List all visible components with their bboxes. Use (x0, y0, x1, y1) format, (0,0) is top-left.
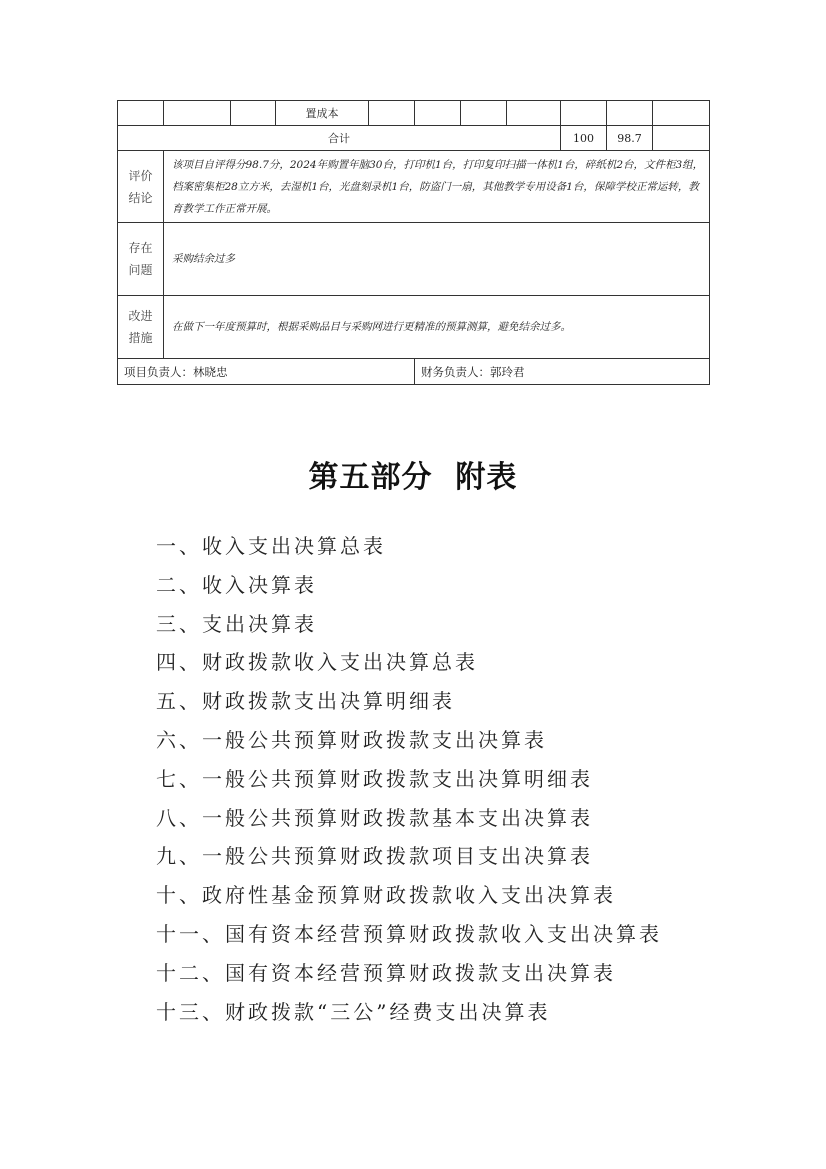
appendix-item: 九、一般公共预算财政拨款项目支出决算表 (156, 844, 593, 869)
total-label: 合计 (118, 126, 561, 151)
table-row-problems (118, 223, 710, 296)
appendix-item: 二、收入决算表 (156, 572, 317, 597)
evaluation-label-line1: 评价 (128, 168, 153, 183)
problems-label (118, 223, 164, 296)
appendix-item: 八、一般公共预算财政拨款基本支出决算表 (156, 805, 593, 830)
table-cell (369, 101, 415, 126)
table-cell (653, 101, 710, 126)
appendix-item: 六、一般公共预算财政拨款支出决算表 (156, 727, 547, 752)
appendix-item: 四、财政拨款收入支出决算总表 (156, 650, 478, 675)
problems-text: 采购结余过多 (164, 223, 710, 296)
table-row-total (118, 126, 710, 151)
improvements-label-line1: 改进 (128, 309, 153, 323)
table-cell (231, 101, 276, 126)
appendix-item: 三、支出决算表 (156, 611, 317, 636)
project-lead: 项目负责人：林晓忠 (118, 359, 415, 385)
table-row-signatures (118, 359, 710, 385)
total-score: 98.7 (607, 126, 653, 151)
improvements-text: 在做下一年度预算时，根据采购品目与采购网进行更精准的预算测算，避免结余过多。 (164, 296, 710, 359)
improvements-label-line2: 措施 (128, 331, 153, 345)
improvements-label (118, 296, 164, 359)
total-weight: 100 (561, 126, 607, 151)
table-cell (507, 101, 561, 126)
appendix-item: 十二、国有资本经营预算财政拨款支出决算表 (156, 960, 616, 985)
evaluation-label (118, 151, 164, 223)
table-cell (561, 101, 607, 126)
problems-label-line1: 存在 (128, 241, 153, 255)
appendix-item: 一、收入支出决算总表 (156, 534, 386, 558)
table-row-evaluation (118, 151, 710, 223)
appendix-item: 十三、财政拨款“三公”经费支出决算表 (156, 999, 551, 1024)
table-cell (607, 101, 653, 126)
appendix-list (156, 531, 662, 1035)
table-cell (118, 101, 164, 126)
evaluation-text: 该项目自评得分98.7分，2024年购置年脑30台，打印机1台，打印复印扫描一体机1台，碎纸机2台，文件柜3组，档案密集柜28立方米，去湿机1台，光盘刻录机1台，防盗门一扇，其他教学专用设备1台，保障学校正常运转，教育教学工作正常开展。 (164, 151, 710, 223)
table-cell-indicator: 置成本 (276, 101, 369, 126)
appendix-item: 十、政府性基金预算财政拨款收入支出决算表 (156, 883, 616, 908)
appendix-item: 七、一般公共预算财政拨款支出决算明细表 (156, 766, 593, 791)
appendix-item: 五、财政拨款支出决算明细表 (156, 689, 455, 714)
table-cell (461, 101, 507, 126)
evaluation-label-line2: 结论 (128, 190, 153, 205)
section-title: 第五部分 附表 (308, 460, 518, 495)
total-remark (653, 126, 710, 151)
performance-evaluation-table (117, 100, 710, 385)
appendix-item: 十一、国有资本经营预算财政拨款收入支出决算表 (156, 921, 662, 946)
problems-label-line2: 问题 (128, 263, 153, 277)
table-cell (164, 101, 231, 126)
finance-lead: 财务负责人：郭玲君 (415, 359, 710, 385)
table-cell (415, 101, 461, 126)
table-row-improvements (118, 296, 710, 359)
table-row-cost-item (118, 101, 710, 126)
